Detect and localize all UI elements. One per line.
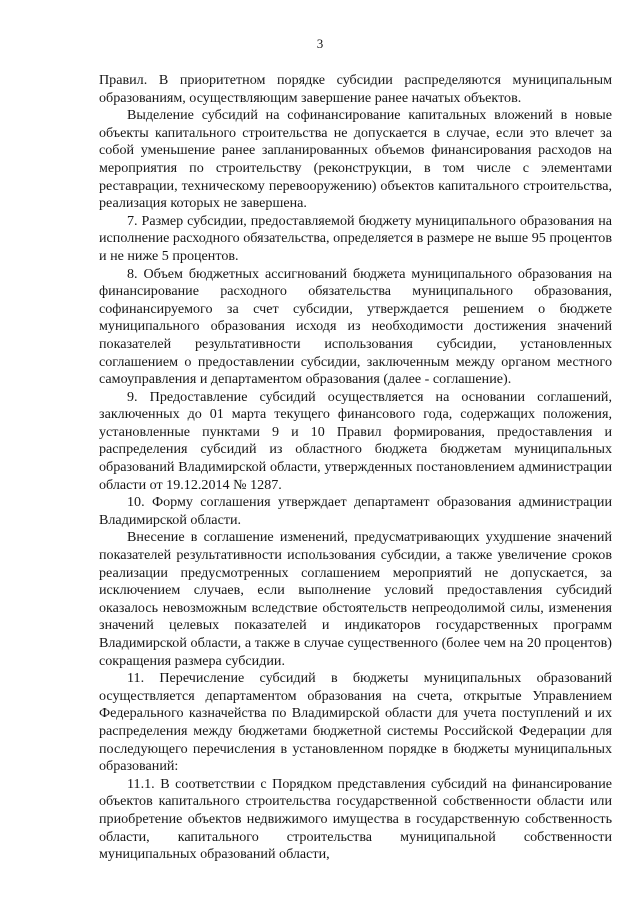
paragraph-item-9: 9. Предоставление субсидий осуществляется на основании соглашений, заключенных до 01 марта текущего финансового года, содержащих положения, установленные пунктами 9 и 10 Правил формирования, предоставления и распределения субсидий из областного бюджета бюджетам муниципальных образований Владимирской области, утвержденных постановлением администрации области от 19.12.2014 № 1287. <box>99 388 612 493</box>
paragraph-item-7: 7. Размер субсидии, предоставляемой бюджету муниципального образования на исполнение расходного обязательства, определяется в размере не выше 95 процентов и не ниже 5 процентов. <box>99 212 612 264</box>
paragraph-continuation: Правил. В приоритетном порядке субсидии распределяются муниципальным образованиям, осуществляющим завершение ранее начатых объектов. <box>99 72 612 106</box>
paragraph-item-10: 10. Форму соглашения утверждает департамент образования администрации Владимирской области. <box>99 494 612 528</box>
page-number: 3 <box>316 36 324 51</box>
paragraph-item-11-1: 11.1. В соответствии с Порядком представления субсидий на финансирование объектов капитального строительства государственной собственности области или приобретение объектов недвижимого имущества в государственную собственность области, капитального строительства муниципальной собственности муниципальных образований области, <box>99 775 612 863</box>
paragraph-item-8: 8. Объем бюджетных ассигнований бюджета муниципального образования на финансирование расходного обязательства муниципального образования, софинансируемого за счет субсидии, утверждается решением о бюджете муниципального образования исходя из необходимости достижения значений показателей результативности использования субсидии, установленных соглашением о предоставлении субсидии, заключенным между органом местного самоуправления и департаментом образования (далее - соглашение). <box>99 265 612 388</box>
paragraph-amendments: Внесение в соглашение изменений, предусматривающих ухудшение значений показателей результативности использования субсидии, а также увеличение сроков реализации предусмотренных соглашением мероприятий не допускается, за исключением случаев, если выполнение условий предоставления субсидий оказалось невозможным вследствие обстоятельств непреодолимой силы, изменения значений целевых показателей и индикаторов государственных программ Владимирской области, а также в случае существенного (более чем на 20 процентов) сокращения размера субсидии. <box>99 529 612 669</box>
paragraph-item-11: 11. Перечисление субсидий в бюджеты муниципальных образований осуществляется департаментом образования на счета, открытые Управлением Федерального казначейства по Владимирской области для учета поступлений и их распределения между бюджетами бюджетной системы Российской Федерации для последующего перечисления в установленном порядке в бюджеты муниципальных образований: <box>99 670 612 775</box>
document-body <box>99 72 612 864</box>
paragraph-new-objects: Выделение субсидий на софинансирование капитальных вложений в новые объекты капитального строительства не допускается в случае, если это влечет за собой уменьшение ранее запланированных объемов финансирования расходов на мероприятия по строительству (реконструкции, в том числе с элементами реставрации, техническому перевооружению) объектов капитального строительства, реализация которых не завершена. <box>99 107 612 212</box>
